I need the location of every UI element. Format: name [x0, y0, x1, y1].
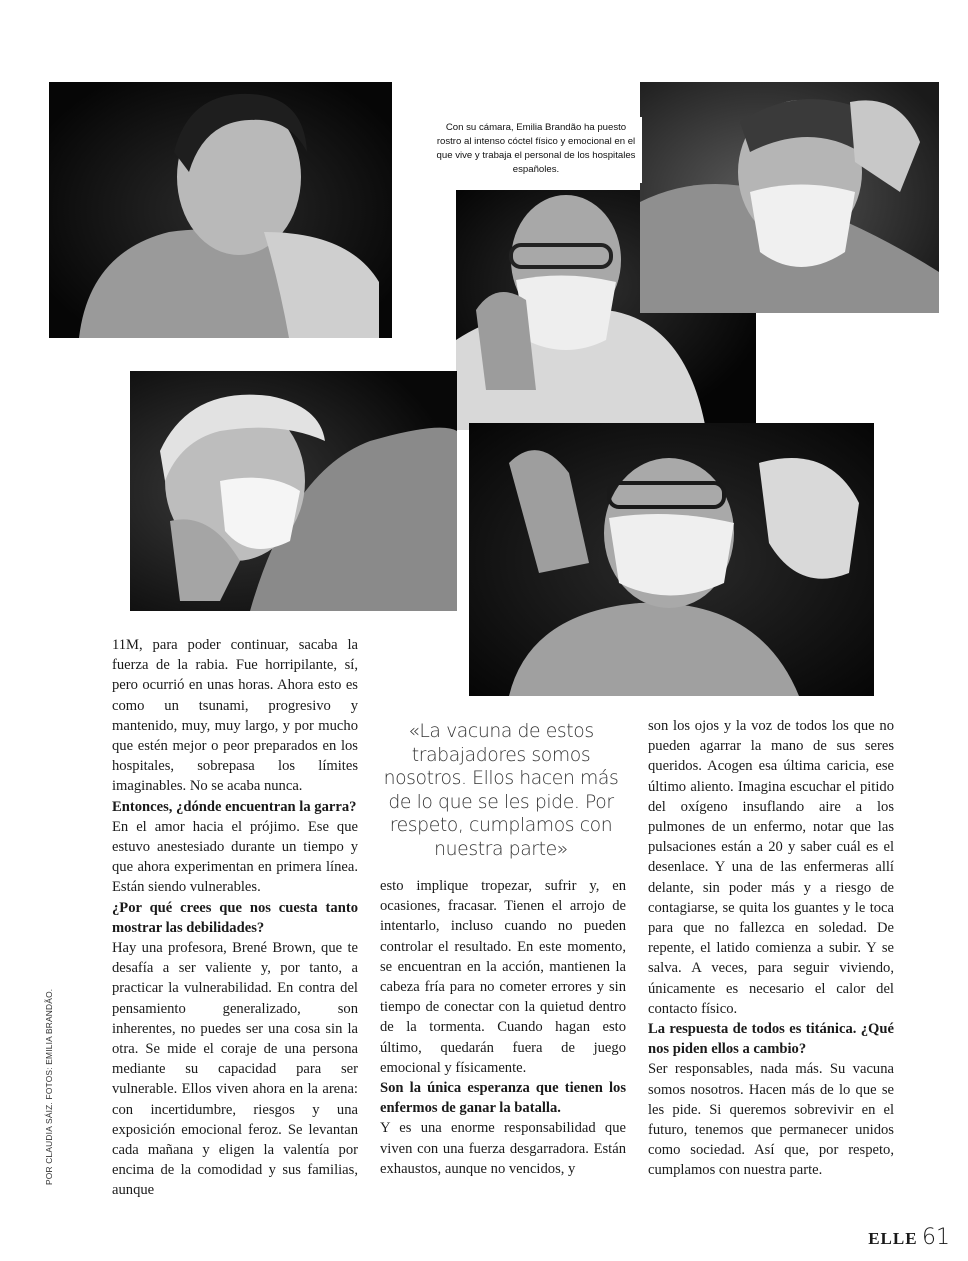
paragraph: Ser responsables, nada más. Su vacuna somos nosotros. Hacen más de lo que se les pide. Si queremos sobrevivir en el futuro, tenemos que permanecer unidos como sociedad. Así que, por respeto, cumplamos con nuestra parte. — [648, 1061, 894, 1179]
paragraph: 11M, para poder continuar, sacaba la fuerza de la rabia. Fue horripilante, sí, pero ocurrió en unas horas. Ahora esto es como un tsunami, progresivo y mantenido, muy, muy largo, y por mucho que estén mejor o peor preparados en los hospitales, sobrepasa los límites imaginables. No se acaba nunca. — [112, 637, 358, 795]
article-column-3 — [648, 716, 894, 1181]
interview-question: Son la única esperanza que tienen los enfermos de ganar la batalla. — [380, 1080, 626, 1117]
photo-nurse-removing-mask — [469, 423, 874, 696]
page-number: 61 — [922, 1225, 950, 1250]
interview-question: La respuesta de todos es titánica. ¿Qué nos piden ellos a cambio? — [648, 1021, 894, 1058]
magazine-brand: ELLE — [868, 1229, 918, 1248]
paragraph: esto implique tropezar, sufrir y, en ocasiones, fracasar. Tienen el arrojo de intentarlo, incluso cuando no pueden controlar el resultado. En este momento, se encuentran en la acción, mantienen la cabeza fría para no cometer errores y sin tiempo de conectar con la quietud dentro de la tormenta. Cuando hagan esto último, quedarán fuera de juego emocional y físicamente. — [380, 878, 626, 1076]
pull-quote: «La vacuna de estos trabajadores somos nosotros. Ellos hacen más de lo que se les pide. Por respeto, cumplamos con nuestra parte» — [383, 721, 619, 860]
photo-credit: POR CLAUDIA SÁIZ. FOTOS: EMILIA BRANDÃO. — [44, 988, 54, 1185]
paragraph: Y es una enorme responsabilidad que viven con una fuerza desgarradora. Están exhaustos, aunque no vencidos, y — [380, 1120, 626, 1177]
photo-caption: Con su cámara, Emilia Brandão ha puesto rostro al intenso cóctel físico y emocional en el que vive y trabaja el personal de los hospitales españoles. — [430, 117, 642, 183]
paragraph: En el amor hacia el prójimo. Ese que estuvo anestesiado durante un tiempo y que ahora experimentan en primera línea. Están siendo vulnerables. — [112, 818, 358, 896]
photo-nurse-hand-on-chin — [49, 82, 392, 338]
paragraph: son los ojos y la voz de todos los que no pueden agarrar la mano de sus seres queridos. Acogen esa última caricia, ese último aliento. Imagina escuchar el pitido del oxígeno insuflando aire a los pulmones de un enfermo, notar que las pulsaciones están a 20 y saber cuál es el desenlace. Y una de las enfermeras allí delante, sin poder más y a riesgo de contagiarse, se quita los guantes y le toca para que no fallezca en soledad. De repente, el latido comienza a subir. Y se salva. A veces, para seguir viviendo, únicamente es necesario el calor del contacto físico. — [648, 718, 894, 1017]
page-folio — [868, 1225, 950, 1250]
photo-nurse-cap-ffp2-mask — [130, 371, 457, 611]
paragraph: Hay una profesora, Brené Brown, que te desafía a ser valiente y, por tanto, a practicar la vulnerabilidad. En contra del pensamiento generalizado, son inherentes, no puedes ser una cosa sin la otra. Se mide el coraje de una persona mediante su capacidad para ser vulnerable. Ellos viven ahora en la arena: con incertidumbre, riesgos y una exposición emocional feroz. Se levantan cada mañana y eligen la valentía por encima de la comodidad y sus familias, aunque — [112, 940, 358, 1199]
photo-nurse-mask-hand-on-head — [640, 82, 939, 313]
article-column-2 — [380, 876, 626, 1179]
article-column-1 — [112, 635, 358, 1201]
interview-question: ¿Por qué crees que nos cuesta tanto mostrar las debilidades? — [112, 899, 358, 936]
interview-question: Entonces, ¿dónde encuentran la garra? — [112, 798, 357, 815]
